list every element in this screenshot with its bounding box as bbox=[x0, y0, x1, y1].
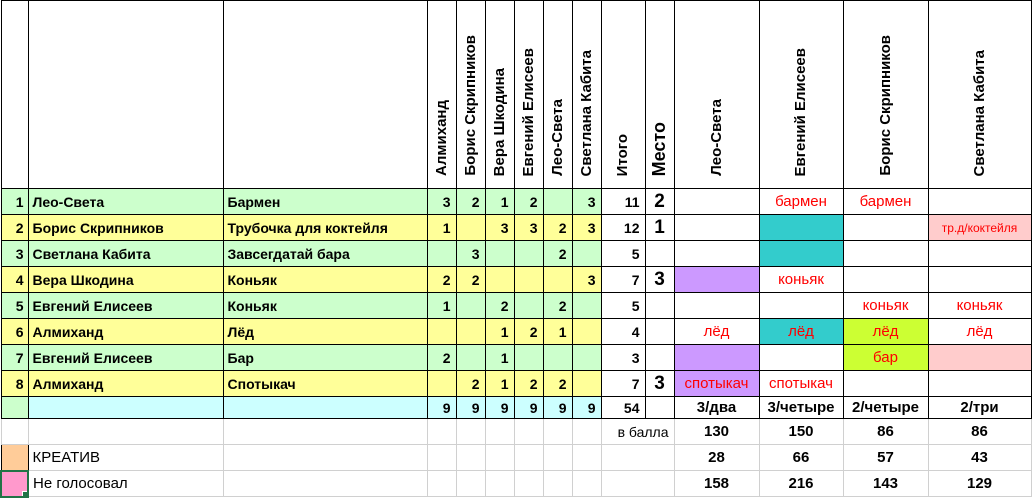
place-rank-cell[interactable] bbox=[645, 293, 674, 319]
totals-place-cell[interactable] bbox=[645, 397, 674, 419]
vote-score-cell[interactable] bbox=[456, 345, 485, 371]
place-column-header[interactable] bbox=[645, 1, 674, 189]
result-summary-cell[interactable]: 2/четыре bbox=[843, 397, 928, 419]
judge-column-header-label: Светлана Кабита bbox=[970, 49, 988, 176]
vote-score-cell[interactable]: 2 bbox=[543, 215, 572, 241]
entry-name-cell[interactable]: Завсегдатай бара bbox=[223, 241, 427, 267]
judge-mark-cell[interactable]: лёд bbox=[843, 319, 928, 345]
row-number-cell[interactable]: 5 bbox=[1, 293, 28, 319]
entry-name-cell[interactable]: Коньяк bbox=[223, 267, 427, 293]
vote-score-cell[interactable]: 3 bbox=[456, 241, 485, 267]
place-rank-cell[interactable] bbox=[645, 241, 674, 267]
totals-row-cell[interactable] bbox=[223, 397, 427, 419]
corner-cell[interactable] bbox=[1, 1, 28, 189]
judge-mark-cell[interactable] bbox=[843, 267, 928, 293]
row-number-cell[interactable]: 2 bbox=[1, 215, 28, 241]
vote-score-cell[interactable]: 2 bbox=[543, 371, 572, 397]
summary-blank-cell[interactable] bbox=[572, 419, 601, 445]
vote-score-cell[interactable]: 2 bbox=[514, 371, 543, 397]
judge-mark-cell[interactable] bbox=[759, 293, 843, 319]
summary-blank-cell[interactable] bbox=[223, 445, 427, 471]
row-total-cell[interactable]: 7 bbox=[601, 267, 645, 293]
vote-score-cell[interactable]: 2 bbox=[427, 345, 456, 371]
entry-name-cell[interactable]: Коньяк bbox=[223, 293, 427, 319]
judge-mark-cell[interactable] bbox=[674, 241, 759, 267]
voter-column-header[interactable] bbox=[485, 1, 514, 189]
vote-score-cell[interactable] bbox=[427, 371, 456, 397]
judge-mark-cell[interactable]: лёд bbox=[928, 319, 1031, 345]
place-rank-cell[interactable] bbox=[645, 345, 674, 371]
points-row-label[interactable]: в балла bbox=[601, 419, 674, 445]
voter-column-header[interactable] bbox=[456, 1, 485, 189]
judge-mark-cell[interactable] bbox=[928, 267, 1031, 293]
summary-blank-cell[interactable] bbox=[514, 471, 543, 497]
column-sum-cell[interactable]: 9 bbox=[485, 397, 514, 419]
summary-score-cell[interactable]: 57 bbox=[843, 445, 928, 471]
judge-mark-cell[interactable] bbox=[674, 267, 759, 293]
entry-name-cell[interactable]: Трубочка для коктейля bbox=[223, 215, 427, 241]
participant-name-cell[interactable]: Алмиханд bbox=[28, 371, 223, 397]
place-rank-cell[interactable]: 1 bbox=[645, 215, 674, 241]
summary-score-cell[interactable]: 129 bbox=[928, 471, 1031, 497]
summary-blank-cell[interactable] bbox=[223, 471, 427, 497]
vote-score-cell[interactable] bbox=[456, 293, 485, 319]
judge-mark-cell[interactable] bbox=[759, 345, 843, 371]
row-number-cell[interactable]: 1 bbox=[1, 189, 28, 215]
summary-blank-cell[interactable] bbox=[485, 419, 514, 445]
judge-mark-cell[interactable] bbox=[843, 371, 928, 397]
vote-score-cell[interactable]: 1 bbox=[427, 215, 456, 241]
row-total-cell[interactable]: 12 bbox=[601, 215, 645, 241]
vote-score-cell[interactable] bbox=[543, 189, 572, 215]
judge-column-header[interactable] bbox=[759, 1, 843, 189]
selection-fill-handle[interactable] bbox=[22, 491, 28, 497]
vote-score-cell[interactable]: 2 bbox=[514, 189, 543, 215]
summary-blank-cell[interactable] bbox=[456, 445, 485, 471]
participant-name-cell[interactable]: Алмиханд bbox=[28, 319, 223, 345]
summary-score-cell[interactable]: 86 bbox=[928, 419, 1031, 445]
vote-score-cell[interactable]: 2 bbox=[514, 319, 543, 345]
judge-mark-cell[interactable]: бармен bbox=[843, 189, 928, 215]
vote-score-cell[interactable] bbox=[572, 293, 601, 319]
vote-score-cell[interactable] bbox=[427, 241, 456, 267]
participant-name-cell[interactable]: Вера Шкодина bbox=[28, 267, 223, 293]
judge-column-header[interactable] bbox=[843, 1, 928, 189]
summary-score-cell[interactable]: 216 bbox=[759, 471, 843, 497]
column-sum-cell[interactable]: 9 bbox=[427, 397, 456, 419]
row-total-cell[interactable]: 7 bbox=[601, 371, 645, 397]
vote-score-cell[interactable]: 1 bbox=[485, 371, 514, 397]
vote-score-cell[interactable]: 1 bbox=[485, 189, 514, 215]
row-total-cell[interactable]: 5 bbox=[601, 293, 645, 319]
summary-score-cell[interactable]: 66 bbox=[759, 445, 843, 471]
summary-blank-cell[interactable] bbox=[485, 445, 514, 471]
judge-column-header-label: Евгений Елисеев bbox=[792, 47, 810, 176]
legend-label-cell[interactable] bbox=[28, 419, 223, 445]
total-column-header-label: Итого bbox=[614, 133, 632, 176]
legend-swatch-cell[interactable] bbox=[1, 471, 28, 497]
grand-total-cell[interactable]: 54 bbox=[601, 397, 645, 419]
summary-score-cell[interactable]: 86 bbox=[843, 419, 928, 445]
voter-column-header-label: Алмиханд bbox=[432, 100, 450, 176]
vote-score-cell[interactable]: 3 bbox=[572, 267, 601, 293]
judge-column-header-label: Борис Скрипников bbox=[876, 35, 894, 176]
place-rank-cell[interactable]: 3 bbox=[645, 267, 674, 293]
row-total-cell[interactable]: 5 bbox=[601, 241, 645, 267]
corner-cell[interactable] bbox=[28, 1, 223, 189]
column-sum-cell[interactable]: 9 bbox=[456, 397, 485, 419]
column-sum-cell[interactable]: 9 bbox=[514, 397, 543, 419]
summary-blank-cell[interactable] bbox=[223, 419, 427, 445]
row-number-cell[interactable]: 4 bbox=[1, 267, 28, 293]
judge-mark-cell[interactable]: спотыкач bbox=[674, 371, 759, 397]
row-number-cell[interactable]: 6 bbox=[1, 319, 28, 345]
total-column-header[interactable] bbox=[601, 1, 645, 189]
vote-score-cell[interactable] bbox=[456, 319, 485, 345]
row-number-cell[interactable]: 8 bbox=[1, 371, 28, 397]
summary-blank-cell[interactable] bbox=[427, 419, 456, 445]
legend-label-cell[interactable]: КРЕАТИВ bbox=[28, 445, 223, 471]
vote-score-cell[interactable]: 3 bbox=[514, 215, 543, 241]
judge-mark-cell[interactable] bbox=[674, 345, 759, 371]
summary-blank-cell[interactable] bbox=[456, 471, 485, 497]
judge-mark-cell[interactable]: тр.д/коктейля bbox=[928, 215, 1031, 241]
legend-label-cell[interactable]: Не голосовал bbox=[28, 471, 223, 497]
summary-score-cell[interactable]: 150 bbox=[759, 419, 843, 445]
judge-mark-cell[interactable] bbox=[674, 189, 759, 215]
row-number-cell[interactable]: 7 bbox=[1, 345, 28, 371]
vote-score-cell[interactable] bbox=[572, 345, 601, 371]
totals-row-cell[interactable] bbox=[1, 397, 28, 419]
vote-score-cell[interactable] bbox=[456, 215, 485, 241]
voter-column-header-label: Светлана Кабита bbox=[577, 49, 595, 176]
vote-score-cell[interactable]: 3 bbox=[485, 215, 514, 241]
judge-mark-cell[interactable] bbox=[674, 293, 759, 319]
judge-mark-cell[interactable]: коньяк bbox=[928, 293, 1031, 319]
summary-blank-cell[interactable] bbox=[427, 445, 456, 471]
summary-blank-cell[interactable] bbox=[427, 471, 456, 497]
place-rank-cell[interactable] bbox=[645, 319, 674, 345]
summary-blank-cell[interactable] bbox=[514, 419, 543, 445]
summary-blank-cell[interactable] bbox=[456, 419, 485, 445]
judge-mark-cell[interactable]: коньяк bbox=[759, 267, 843, 293]
voter-column-header-label: Борис Скрипников bbox=[461, 35, 479, 176]
summary-score-cell[interactable]: 43 bbox=[928, 445, 1031, 471]
summary-blank-cell[interactable] bbox=[543, 445, 572, 471]
judge-mark-cell[interactable] bbox=[843, 241, 928, 267]
summary-score-cell[interactable]: 143 bbox=[843, 471, 928, 497]
judge-column-header[interactable] bbox=[928, 1, 1031, 189]
place-rank-cell[interactable]: 2 bbox=[645, 189, 674, 215]
judge-mark-cell[interactable]: коньяк bbox=[843, 293, 928, 319]
legend-swatch-cell[interactable] bbox=[1, 445, 28, 471]
vote-score-cell[interactable]: 1 bbox=[543, 319, 572, 345]
judge-mark-cell[interactable]: бар bbox=[843, 345, 928, 371]
vote-score-cell[interactable] bbox=[514, 293, 543, 319]
vote-score-cell[interactable]: 2 bbox=[456, 189, 485, 215]
row-total-cell[interactable]: 3 bbox=[601, 345, 645, 371]
entry-name-cell[interactable]: Лёд bbox=[223, 319, 427, 345]
participant-name-cell[interactable]: Светлана Кабита bbox=[28, 241, 223, 267]
vote-score-cell[interactable] bbox=[485, 241, 514, 267]
summary-score-cell[interactable]: 158 bbox=[674, 471, 759, 497]
judge-mark-cell[interactable]: бармен bbox=[759, 189, 843, 215]
vote-score-cell[interactable]: 2 bbox=[456, 371, 485, 397]
vote-score-cell[interactable] bbox=[514, 241, 543, 267]
entry-name-cell[interactable]: Бар bbox=[223, 345, 427, 371]
vote-score-cell[interactable] bbox=[485, 267, 514, 293]
vote-score-cell[interactable] bbox=[427, 319, 456, 345]
summary-blank-cell[interactable] bbox=[543, 419, 572, 445]
vote-score-cell[interactable]: 2 bbox=[543, 293, 572, 319]
vote-score-cell[interactable] bbox=[543, 267, 572, 293]
participant-name-cell[interactable]: Евгений Елисеев bbox=[28, 345, 223, 371]
summary-blank-cell[interactable] bbox=[543, 471, 572, 497]
judge-mark-cell[interactable] bbox=[759, 241, 843, 267]
vote-score-cell[interactable]: 1 bbox=[485, 319, 514, 345]
voter-column-header-label: Вера Шкодина bbox=[490, 67, 508, 176]
column-sum-cell[interactable]: 9 bbox=[543, 397, 572, 419]
points-row-label[interactable] bbox=[601, 471, 674, 497]
vote-score-cell[interactable] bbox=[572, 241, 601, 267]
voter-column-header[interactable] bbox=[427, 1, 456, 189]
summary-score-cell[interactable]: 130 bbox=[674, 419, 759, 445]
corner-cell[interactable] bbox=[223, 1, 427, 189]
vote-score-cell[interactable]: 2 bbox=[543, 241, 572, 267]
result-summary-cell[interactable]: 2/три bbox=[928, 397, 1031, 419]
voter-column-header-label: Лео-Света bbox=[548, 99, 566, 176]
column-sum-cell[interactable]: 9 bbox=[572, 397, 601, 419]
judge-mark-cell[interactable] bbox=[759, 215, 843, 241]
row-total-cell[interactable]: 11 bbox=[601, 189, 645, 215]
judge-mark-cell[interactable]: лёд bbox=[759, 319, 843, 345]
judge-mark-cell[interactable] bbox=[928, 241, 1031, 267]
vote-score-cell[interactable]: 2 bbox=[456, 267, 485, 293]
row-total-cell[interactable]: 4 bbox=[601, 319, 645, 345]
place-column-header-label: Место bbox=[649, 121, 670, 176]
vote-score-cell[interactable]: 3 bbox=[572, 215, 601, 241]
judge-column-header[interactable] bbox=[674, 1, 759, 189]
vote-score-cell[interactable] bbox=[514, 267, 543, 293]
judge-mark-cell[interactable] bbox=[928, 371, 1031, 397]
judge-mark-cell[interactable] bbox=[928, 345, 1031, 371]
summary-blank-cell[interactable] bbox=[1, 419, 28, 445]
entry-name-cell[interactable]: Бармен bbox=[223, 189, 427, 215]
summary-blank-cell[interactable] bbox=[572, 471, 601, 497]
place-rank-cell[interactable]: 3 bbox=[645, 371, 674, 397]
points-row-label[interactable] bbox=[601, 445, 674, 471]
judge-mark-cell[interactable] bbox=[674, 215, 759, 241]
entry-name-cell[interactable]: Спотыкач bbox=[223, 371, 427, 397]
voter-column-header[interactable] bbox=[543, 1, 572, 189]
summary-blank-cell[interactable] bbox=[514, 445, 543, 471]
judge-column-header-label: Лео-Света bbox=[707, 99, 725, 176]
judge-mark-cell[interactable] bbox=[928, 189, 1031, 215]
participant-name-cell[interactable]: Лео-Света bbox=[28, 189, 223, 215]
vote-score-cell[interactable] bbox=[543, 345, 572, 371]
judge-mark-cell[interactable]: спотыкач bbox=[759, 371, 843, 397]
result-summary-cell[interactable]: 3/четыре bbox=[759, 397, 843, 419]
vote-score-cell[interactable] bbox=[572, 371, 601, 397]
totals-row-cell[interactable] bbox=[28, 397, 223, 419]
vote-score-cell[interactable]: 1 bbox=[427, 293, 456, 319]
judge-mark-cell[interactable] bbox=[843, 215, 928, 241]
vote-score-cell[interactable]: 2 bbox=[427, 267, 456, 293]
vote-score-cell[interactable] bbox=[572, 319, 601, 345]
vote-score-cell[interactable]: 3 bbox=[427, 189, 456, 215]
voter-column-header[interactable] bbox=[572, 1, 601, 189]
vote-score-cell[interactable]: 3 bbox=[572, 189, 601, 215]
vote-score-cell[interactable]: 2 bbox=[485, 293, 514, 319]
summary-blank-cell[interactable] bbox=[485, 471, 514, 497]
summary-score-cell[interactable]: 28 bbox=[674, 445, 759, 471]
row-number-cell[interactable]: 3 bbox=[1, 241, 28, 267]
vote-score-cell[interactable]: 1 bbox=[485, 345, 514, 371]
summary-blank-cell[interactable] bbox=[572, 445, 601, 471]
voter-column-header-label: Евгений Елисеев bbox=[519, 47, 537, 176]
vote-score-cell[interactable] bbox=[514, 345, 543, 371]
participant-name-cell[interactable]: Евгений Елисеев bbox=[28, 293, 223, 319]
voter-column-header[interactable] bbox=[514, 1, 543, 189]
participant-name-cell[interactable]: Борис Скрипников bbox=[28, 215, 223, 241]
judge-mark-cell[interactable]: лёд bbox=[674, 319, 759, 345]
result-summary-cell[interactable]: 3/два bbox=[674, 397, 759, 419]
